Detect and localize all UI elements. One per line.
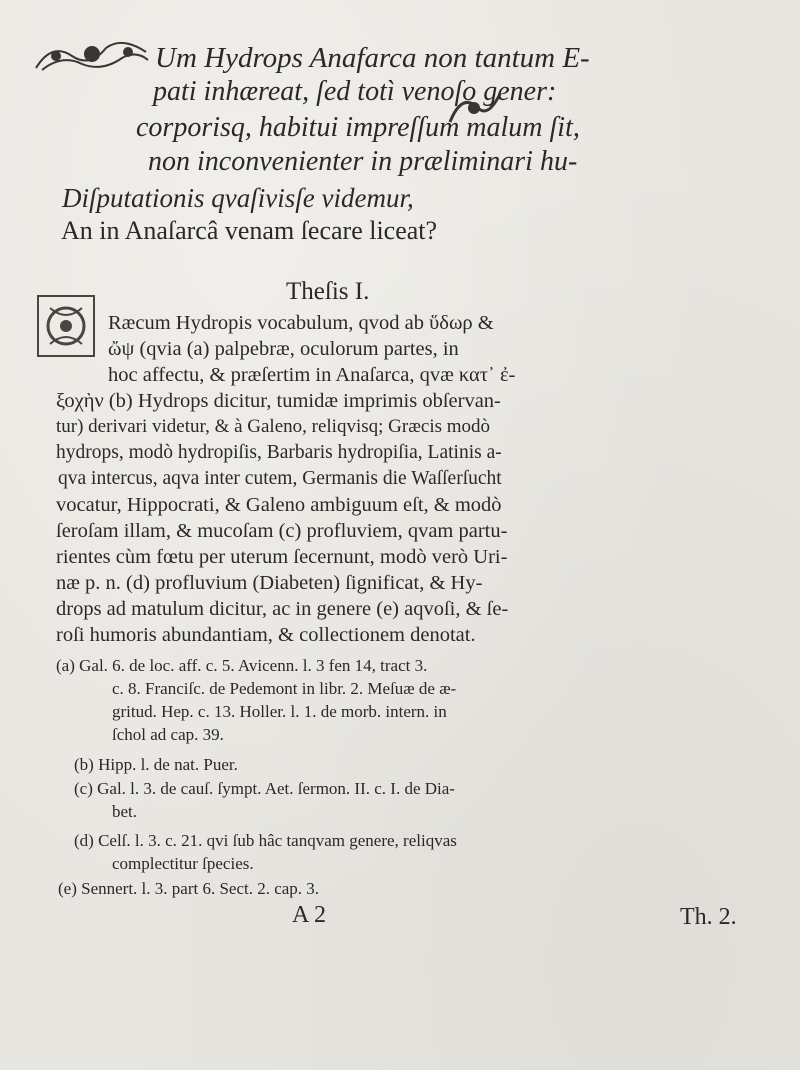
footnote-line: c. 8. Franciſc. de Pedemont in libr. 2. Meſuæ de æ- — [112, 679, 457, 698]
decorative-initial-icon — [36, 294, 96, 358]
paragraph-line: qva intercus, aqva inter cutem, Germanis die Waſſerſucht — [58, 468, 502, 489]
header-line-4: non inconvenienter in præliminari hu- — [148, 146, 578, 177]
paragraph-line: ſeroſam illam, & mucoſam (c) profluviem, qvam partu- — [56, 520, 508, 542]
paragraph-line: roſi humoris abundantiam, & collectionem denotat. — [56, 624, 476, 646]
header-line-2: pati inhæreat, ſed totì venoſo gener: — [153, 76, 557, 107]
paragraph-line: hydrops, modò hydropiſis, Barbaris hydropiſia, Latinis a- — [56, 442, 502, 463]
question-heading: An in Anaſarcâ venam ſecare liceat? — [61, 216, 438, 245]
footnote-line: bet. — [112, 802, 138, 821]
footnote-line: (d) Celſ. l. 3. c. 21. qvi ſub hâc tanqvam genere, reliqvas — [74, 831, 457, 850]
paragraph-line: rientes cùm fœtu per uterum ſecernunt, modò verò Uri- — [56, 546, 508, 568]
footnote-line: gritud. Hep. c. 13. Holler. l. 1. de morb. intern. in — [112, 702, 447, 721]
footnote-line: (e) Sennert. l. 3. part 6. Sect. 2. cap. 3. — [58, 879, 320, 898]
header-line-5: Diſputationis qvaſivisſe videmur, — [62, 183, 414, 213]
paragraph-line: Ræcum Hydropis vocabulum, qvod ab ὕδωρ & — [108, 312, 494, 334]
paragraph-line: ὤψ (qvia (a) palpebræ, oculorum partes, in — [108, 338, 459, 360]
footnote-line: (a) Gal. 6. de loc. aff. c. 5. Avicenn. l. 3 fen 14, tract 3. — [56, 656, 428, 675]
footnote-line: ſchol ad cap. 39. — [112, 725, 224, 744]
paragraph-line: næ p. n. (d) profluvium (Diabeten) ſignificat, & Hy- — [56, 572, 483, 594]
header-line-3: corporisq, habitui impreſſum malum ſit, — [136, 112, 580, 143]
paragraph-line: drops ad matulum dicitur, ac in genere (e) aqvoſi, & ſe- — [56, 598, 509, 620]
paragraph-line: tur) derivari videtur, & à Galeno, reliqvisq; Græcis modò — [56, 416, 491, 437]
signature-mark: A 2 — [292, 902, 327, 928]
catchword: Th. 2. — [680, 904, 737, 930]
paragraph-line: vocatur, Hippocrati, & Galeno ambiguum eſt, & modò — [56, 494, 502, 516]
footnote-line: (b) Hipp. l. de nat. Puer. — [74, 755, 238, 774]
footnote-line: (c) Gal. l. 3. de cauſ. ſympt. Aet. ſermon. II. c. I. de Dia- — [74, 779, 455, 798]
footnote-line: complectitur ſpecies. — [112, 854, 254, 873]
paragraph-line: ξοχὴν (b) Hydrops dicitur, tumidæ imprimis obſervan- — [56, 390, 501, 412]
ornament-head-icon — [32, 38, 150, 74]
thesis-heading: Theſis I. — [286, 278, 370, 305]
header-line-1: Um Hydrops Anafarca non tantum E- — [155, 42, 590, 74]
paragraph-line: hoc affectu, & præſertim in Anaſarca, qvæ κατ᾽ ἐ- — [108, 364, 516, 386]
